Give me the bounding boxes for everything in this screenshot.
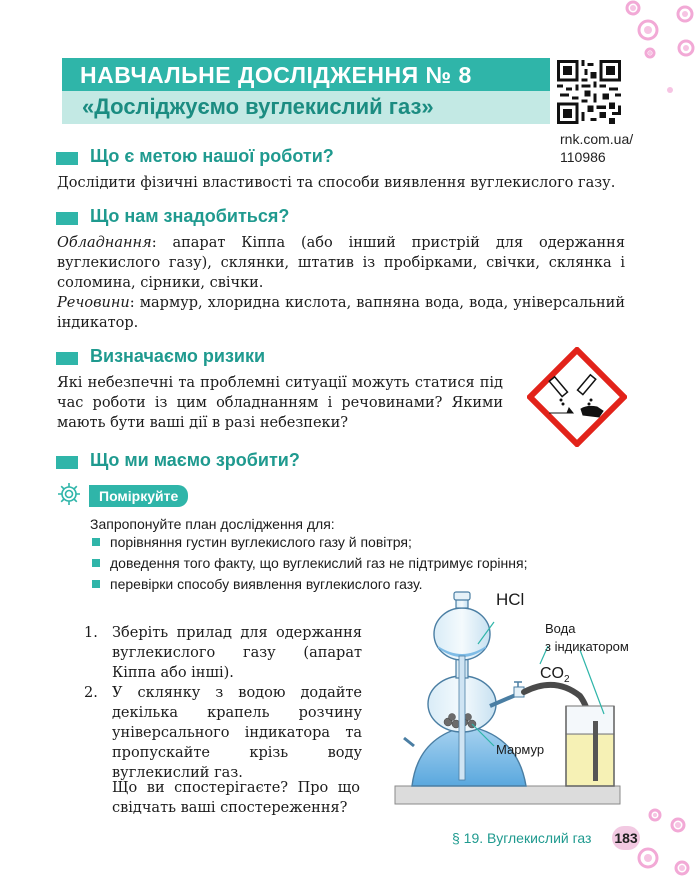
step-1 bbox=[84, 623, 364, 683]
step-2 bbox=[84, 683, 364, 783]
figure-label-hcl: HCl bbox=[496, 590, 525, 609]
heading-marker bbox=[56, 456, 78, 469]
list-item-text: доведення того факту, що вуглекислий газ не підтримує горіння; bbox=[110, 555, 528, 571]
equipment-text: : апарат Кіппа (або інший пристрій для одержання вуглекислого газу), склянки, штатив із пробірками, свічки, склянка і соломина, сірники, свічки. bbox=[57, 235, 625, 291]
substances-label: Речовини bbox=[57, 295, 130, 311]
step-2-question: Що ви спостерігаєте? Про що свідчать ваші спостереження? bbox=[112, 780, 360, 816]
substances-text: : мармур, хлоридна кислота, вапняна вода, вода, універсальний індикатор. bbox=[57, 295, 625, 331]
qr-code-icon[interactable] bbox=[557, 60, 621, 124]
list-item bbox=[92, 553, 527, 574]
step-number: 2. bbox=[84, 685, 98, 701]
substances-paragraph bbox=[57, 293, 625, 333]
footer-section-title: § 19. Вуглекислий газ bbox=[452, 830, 592, 846]
page-number: 183 bbox=[612, 826, 640, 850]
step-text: У склянку з водою додайте декілька крапель розчину універсального індикатора та пропускайте крізь воду вуглекислий газ. bbox=[112, 685, 362, 781]
risks-text: Які небезпечні та проблемні ситуації можуть статися під час роботи із цим обладнанням і речовинами? Якими мають бути ваші дії в разі небезпеки? bbox=[57, 375, 503, 431]
figure-label-water bbox=[545, 620, 629, 656]
heading-text: Визначаємо ризики bbox=[90, 346, 266, 366]
bullet-icon bbox=[92, 538, 100, 546]
qr-link-line2: 110986 bbox=[560, 149, 606, 165]
heading-text: Що ми маємо зробити? bbox=[90, 450, 300, 470]
list-item bbox=[92, 532, 527, 553]
equipment-label: Обладнання bbox=[57, 235, 152, 251]
corrosive-hazard-icon bbox=[527, 347, 627, 447]
heading-marker bbox=[56, 152, 78, 165]
heading-marker bbox=[56, 212, 78, 225]
equipment-paragraph bbox=[57, 233, 625, 293]
qr-link-line1: rnk.com.ua/ bbox=[560, 131, 634, 147]
figure-label-co2 bbox=[540, 665, 570, 685]
page-title: НАВЧАЛЬНЕ ДОСЛІДЖЕННЯ № 8 bbox=[80, 62, 472, 88]
qr-link[interactable] bbox=[560, 130, 633, 166]
goal-text: Дослідити фізичні властивості та способи виявлення вуглекислого газу. bbox=[57, 175, 616, 191]
list-item-text: порівняння густин вуглекислого газу й повітря; bbox=[110, 534, 412, 550]
bullet-icon bbox=[92, 559, 100, 567]
figure-label-marble: Мармур bbox=[496, 742, 545, 757]
think-badge: Поміркуйте bbox=[89, 485, 188, 507]
figure-label-water-line2: з індикатором bbox=[545, 639, 629, 654]
heading-marker bbox=[56, 352, 78, 365]
step-number: 1. bbox=[84, 625, 98, 641]
think-intro: Запропонуйте план дослідження для: bbox=[90, 516, 335, 532]
gear-icon bbox=[57, 482, 81, 506]
page-subtitle: «Досліджуємо вуглекислий газ» bbox=[82, 94, 434, 119]
co2-subscript: 2 bbox=[564, 674, 570, 686]
figure-label-water-line1: Вода bbox=[545, 621, 576, 636]
heading-text: Що є метою нашої роботи? bbox=[90, 146, 334, 166]
heading-text: Що нам знадобиться? bbox=[90, 206, 290, 226]
list-item-text: перевірки способу виявлення вуглекислого газу. bbox=[110, 576, 423, 592]
co2-text: CO bbox=[540, 665, 564, 682]
bullet-icon bbox=[92, 580, 100, 588]
step-text: Зберіть прилад для одержання вуглекислого газу (апарат Кіппа або інші). bbox=[112, 625, 362, 681]
